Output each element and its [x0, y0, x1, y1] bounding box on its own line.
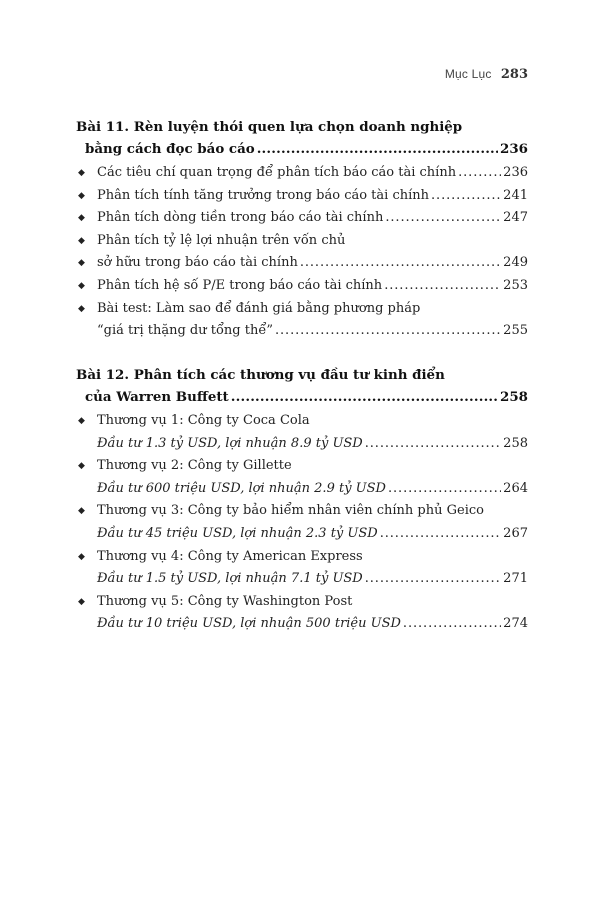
- toc-entry[interactable]: [76, 230, 528, 253]
- toc-entry[interactable]: [76, 207, 528, 230]
- dot-leader: [384, 275, 501, 298]
- entry-subtext: Đầu tư 45 triệu USD, lợi nhuận 2.3 tỷ USD: [97, 525, 378, 541]
- entry-page: 274: [503, 616, 528, 632]
- entry-text: Phân tích tỷ lệ lợi nhuận trên vốn chủ: [97, 232, 346, 248]
- dot-leader: [431, 185, 501, 208]
- dot-leader: [231, 386, 498, 408]
- toc-entry[interactable]: [76, 591, 528, 636]
- dot-leader: [388, 478, 501, 501]
- entry-page: 264: [503, 480, 528, 496]
- diamond-bullet-icon: ◆: [78, 190, 85, 201]
- dot-leader: [300, 252, 501, 275]
- diamond-bullet-icon: ◆: [78, 168, 85, 178]
- toc-entry[interactable]: [76, 162, 528, 185]
- dot-leader: [458, 162, 501, 185]
- dot-leader: [365, 433, 501, 456]
- page-number: 283: [500, 67, 528, 82]
- entry-text: “giá trị thặng dư tổng thể”: [97, 323, 273, 339]
- diamond-bullet-icon: ◆: [78, 461, 85, 472]
- entry-text: Thương vụ 3: Công ty bảo hiểm nhân viên chính phủ Geico: [97, 503, 484, 519]
- toc-entry[interactable]: [76, 185, 528, 208]
- entry-text: Phân tích tính tăng trưởng trong báo cáo tài chính: [97, 187, 430, 203]
- diamond-bullet-icon: ◆: [78, 235, 85, 246]
- entry-text: Thương vụ 4: Công ty American Express: [97, 548, 363, 564]
- diamond-bullet-icon: ◆: [78, 258, 85, 269]
- entry-text: Thương vụ 1: Công ty Coca Cola: [97, 413, 310, 428]
- chapter-page: 236: [500, 141, 528, 157]
- entry-page: 249: [503, 255, 528, 271]
- entry-subtext: Đầu tư 10 triệu USD, lợi nhuận 500 triệu USD: [97, 616, 401, 632]
- entry-page: 253: [503, 277, 528, 293]
- diamond-bullet-icon: ◆: [78, 280, 85, 291]
- chapter-title-line2: của Warren Buffett: [85, 389, 229, 405]
- entry-subtext: Đầu tư 600 triệu USD, lợi nhuận 2.9 tỷ USD: [97, 480, 386, 496]
- chapter-page: 258: [500, 389, 528, 405]
- entry-page: 247: [503, 210, 528, 226]
- entry-text: sở hữu trong báo cáo tài chính: [97, 255, 298, 271]
- diamond-bullet-icon: ◆: [78, 551, 85, 562]
- entry-text: Phân tích dòng tiền trong báo cáo tài chính: [97, 210, 384, 226]
- chapter-title-line1: Bài 11. Rèn luyện thói quen lựa chọn doanh nghiệp: [76, 119, 463, 135]
- dot-leader: [403, 613, 501, 636]
- toc-entry[interactable]: [76, 298, 528, 343]
- toc-entry[interactable]: [76, 252, 528, 275]
- dot-leader: [385, 207, 501, 230]
- diamond-bullet-icon: ◆: [78, 416, 85, 426]
- chapter-title-line2: bằng cách đọc báo cáo: [85, 141, 255, 157]
- toc-entry[interactable]: [76, 275, 528, 298]
- entry-page: 255: [503, 323, 528, 339]
- toc-entry[interactable]: [76, 500, 528, 545]
- entry-page: 241: [503, 187, 528, 203]
- entry-page: 258: [503, 435, 528, 451]
- toc-entry[interactable]: [76, 546, 528, 591]
- entry-subtext: Đầu tư 1.3 tỷ USD, lợi nhuận 8.9 tỷ USD: [97, 435, 363, 451]
- dot-leader: [275, 320, 501, 343]
- toc-chapter-12: [76, 364, 528, 636]
- entry-page: 271: [503, 571, 528, 587]
- chapter-heading[interactable]: [76, 364, 528, 408]
- dot-leader: [380, 523, 501, 546]
- entry-text: Bài test: Làm sao để đánh giá bằng phương pháp: [97, 300, 421, 316]
- running-header: [445, 66, 528, 82]
- diamond-bullet-icon: ◆: [78, 213, 85, 224]
- toc-chapter-11: [76, 116, 528, 343]
- dot-leader: [365, 568, 501, 591]
- entry-text: Thương vụ 5: Công ty Washington Post: [97, 593, 353, 609]
- toc-entry[interactable]: [76, 455, 528, 500]
- dot-leader: [257, 138, 498, 160]
- entry-text: Các tiêu chí quan trọng để phân tích báo cáo tài chính: [97, 165, 457, 180]
- diamond-bullet-icon: ◆: [78, 596, 85, 607]
- entry-subtext: Đầu tư 1.5 tỷ USD, lợi nhuận 7.1 tỷ USD: [97, 571, 363, 587]
- diamond-bullet-icon: ◆: [78, 506, 85, 517]
- entry-text: Thương vụ 2: Công ty Gillette: [97, 458, 292, 474]
- chapter-heading[interactable]: [76, 116, 528, 160]
- running-header-title: Mục Lục: [444, 67, 492, 81]
- entry-page: 236: [503, 165, 528, 180]
- chapter-title-line1: Bài 12. Phân tích các thương vụ đầu tư kinh điển: [76, 367, 445, 383]
- toc-entry[interactable]: [76, 410, 528, 455]
- entry-page: 267: [503, 525, 528, 541]
- entry-text: Phân tích hệ số P/E trong báo cáo tài chính: [97, 277, 383, 293]
- diamond-bullet-icon: ◆: [78, 303, 85, 314]
